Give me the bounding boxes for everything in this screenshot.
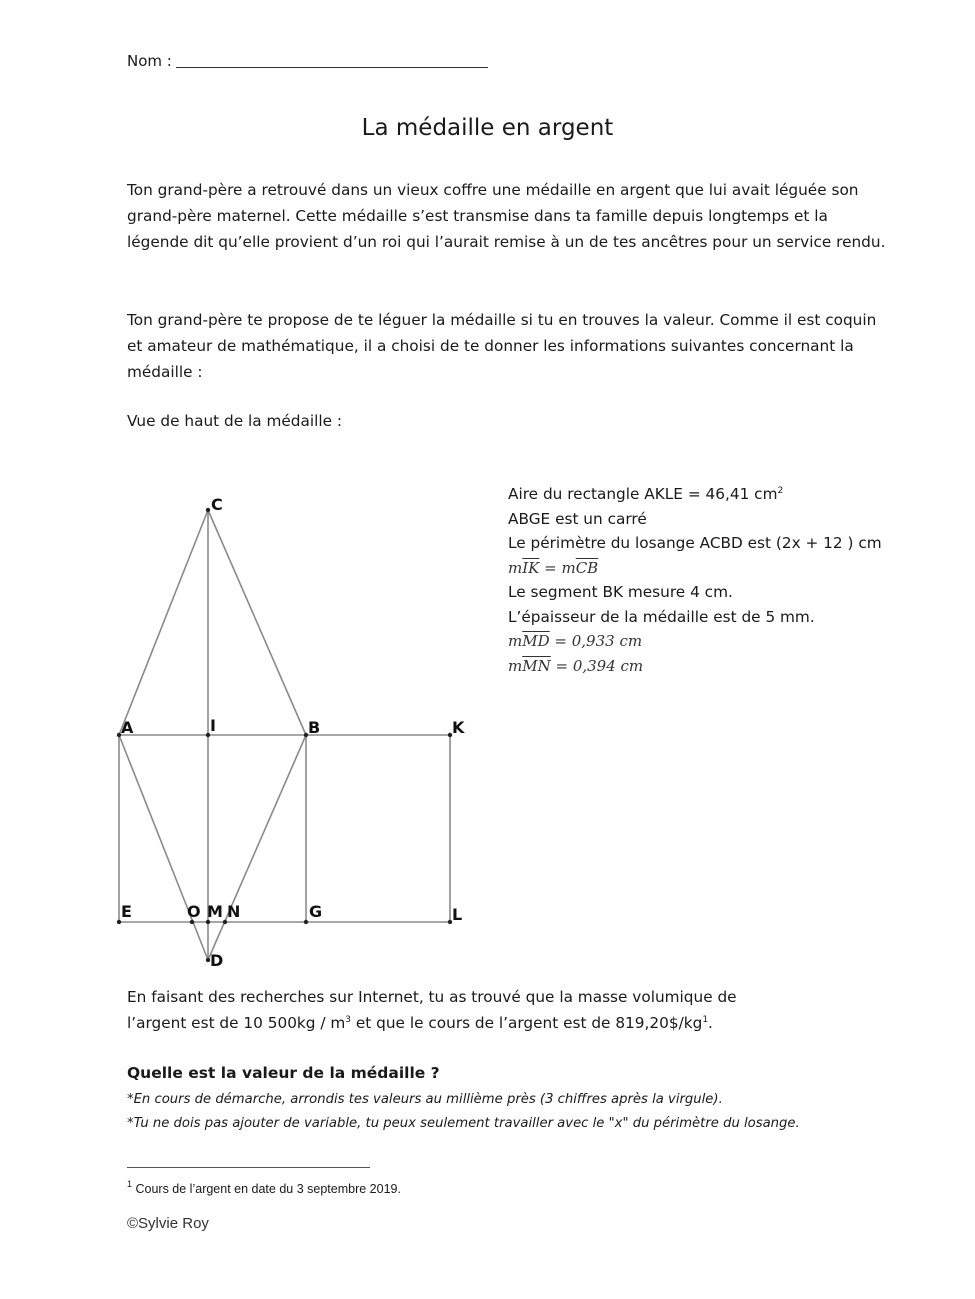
label-o: O [187, 902, 201, 921]
segment-ca [119, 510, 208, 735]
label-k: K [452, 718, 465, 737]
label-n: N [227, 902, 241, 921]
intro-paragraph-2: Ton grand-père te propose de te léguer la médaille si tu en trouves la valeur. Comme il est coquin et amateur de mathématique, il a choisi de te donner les informations suivantes concernant la médaille : [127, 311, 877, 381]
fact-mn: $m\overline{MN} = 0,394$ cm [508, 656, 644, 675]
point-c [206, 508, 210, 512]
instruction-rounding: *En cours de démarche, arrondis tes valeurs au millième près (3 chiffres après la virgule). [127, 1092, 723, 1107]
question-heading: Quelle est la valeur de la médaille ? [127, 1064, 440, 1082]
footnote-ref: 1 [702, 1015, 709, 1025]
segment-cb [208, 510, 306, 735]
name-label: Nom : [127, 52, 172, 70]
label-a: A [121, 718, 134, 737]
fact-thickness: L’épaisseur de la médaille est de 5 mm. [508, 607, 815, 626]
page-title: La médaille en argent [361, 115, 614, 141]
label-i: I [210, 716, 216, 735]
point-g [304, 920, 308, 924]
view-label: Vue de haut de la médaille : [127, 412, 343, 430]
copyright: ©Sylvie Roy [127, 1215, 209, 1232]
footnote: $^1$ Cours de l’argent en date du 3 septembre 2019. [127, 1179, 401, 1196]
label-d: D [210, 951, 224, 970]
fact-ik-equals-cb: $m\overline{IK} = m\overline{CB}$ [508, 558, 599, 577]
intro-paragraph-1: Ton grand-père a retrouvé dans un vieux coffre une médaille en argent que lui avait léguée son grand-père maternel. Cette médaille s’est transmise dans ta famille depuis longtemps et la légende dit qu’elle provient d’un roi qui l’aurait remise à un de tes ancêtres pour un service rendu. [127, 181, 886, 251]
label-g: G [309, 902, 323, 921]
fact-square: ABGE est un carré [508, 509, 647, 528]
fact-md: $m\overline{MD} = 0,933$ cm [508, 632, 643, 650]
segment-bd [208, 735, 306, 960]
label-e: E [121, 902, 132, 921]
fact-bk: Le segment BK mesure 4 cm. [508, 583, 733, 601]
footnote-divider [127, 1167, 370, 1168]
instructions [127, 1088, 947, 1136]
instruction-variable: *Tu ne dois pas ajouter de variable, tu peux seulement travailler avec le "x" du périmètre du losange. [127, 1116, 800, 1131]
research-paragraph: En faisant des recherches sur Internet, tu as trouvé que la masse volumique de l’argent est de 10 $500kg / m^3$ et que le cours de l’argent est de $819,20\$/kg^1$. [127, 988, 737, 1032]
segment-ad [119, 735, 208, 960]
fact-perimeter: Le périmètre du losange ACBD est (2x + 12 ) cm [508, 534, 882, 552]
label-l: L [452, 905, 463, 924]
label-c: C [211, 495, 223, 514]
label-m: M [207, 902, 223, 921]
label-b: B [308, 718, 321, 737]
fact-area: Aire du rectangle AKLE = 46,41 $cm^2$ [508, 485, 784, 503]
